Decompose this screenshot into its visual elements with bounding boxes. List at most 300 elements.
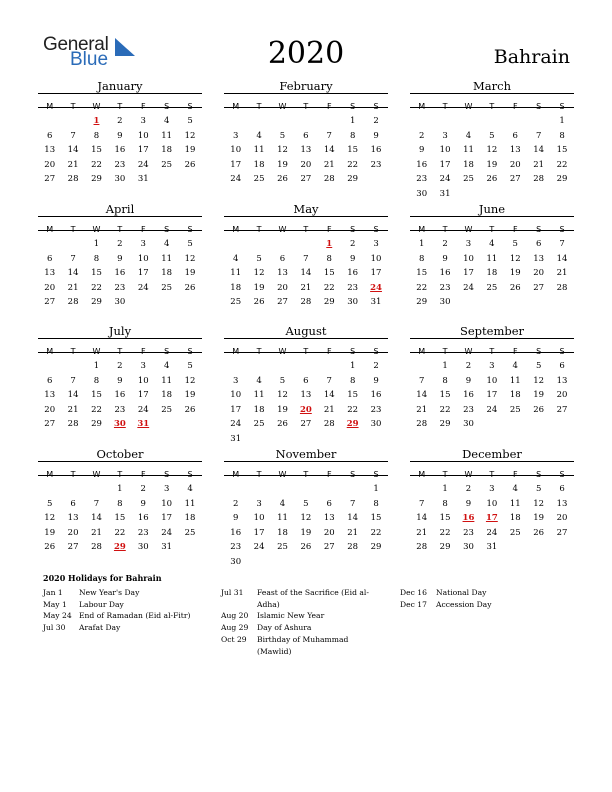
holiday-item	[221, 634, 381, 657]
empty-cell	[247, 432, 270, 447]
holiday-item	[43, 599, 213, 611]
holiday-column-1	[43, 587, 213, 634]
day-cell: 27	[323, 542, 335, 553]
day-grid	[38, 111, 202, 184]
day-cell: 23	[463, 404, 474, 415]
weekday-label: S	[536, 347, 542, 356]
day-cell: 5	[187, 361, 193, 371]
day-cell: 24	[230, 419, 242, 430]
weekday-label: W	[464, 225, 473, 234]
day-cell: 5	[187, 116, 193, 126]
week-row	[410, 494, 574, 509]
day-cell: 9	[140, 498, 146, 509]
day-cell: 23	[416, 174, 428, 185]
weekday-label: T	[70, 225, 76, 234]
day-cell: 11	[253, 390, 265, 401]
day-cell: 24	[463, 282, 474, 293]
day-cell: 26	[277, 419, 288, 430]
empty-cell	[132, 295, 155, 310]
holiday-item	[221, 622, 381, 634]
weekday-label: S	[373, 347, 379, 356]
holiday-day-cell: 24	[370, 282, 382, 293]
day-cell: 23	[114, 282, 126, 293]
week-row	[224, 552, 388, 567]
week-row	[410, 385, 574, 400]
month-october	[38, 447, 202, 552]
day-cell: 13	[67, 513, 79, 524]
day-cell: 8	[349, 375, 356, 386]
day-cell: 30	[463, 542, 474, 553]
holiday-name: Accession Day	[436, 599, 492, 609]
day-cell: 10	[486, 375, 498, 386]
day-cell: 4	[512, 484, 518, 494]
week-row	[410, 263, 574, 278]
day-cell: 14	[67, 268, 79, 279]
day-cell: 10	[137, 253, 149, 264]
day-cell: 6	[303, 130, 309, 141]
day-cell: 10	[137, 375, 149, 386]
weekday-label: W	[464, 470, 473, 479]
day-cell: 9	[117, 130, 123, 141]
day-cell: 3	[140, 361, 146, 371]
week-row	[224, 126, 388, 141]
day-cell: 30	[416, 188, 428, 199]
day-cell: 2	[140, 484, 146, 494]
week-row	[224, 479, 388, 494]
weekday-label: M	[232, 347, 240, 356]
weekday-header	[224, 216, 388, 234]
weekday-label: T	[256, 225, 262, 234]
day-cell: 20	[44, 282, 56, 293]
day-cell: 3	[373, 239, 379, 249]
day-cell: 24	[161, 527, 173, 538]
day-cell: 12	[253, 268, 265, 279]
day-cell: 27	[556, 404, 568, 415]
weekday-label: S	[350, 225, 356, 234]
day-cell: 25	[230, 297, 242, 308]
day-cell: 8	[93, 253, 100, 264]
day-cell: 17	[439, 159, 451, 170]
day-cell: 17	[253, 527, 265, 538]
holiday-date: Jul 31	[221, 588, 244, 597]
day-cell: 27	[44, 174, 56, 185]
month-march	[410, 79, 574, 199]
empty-cell	[178, 172, 201, 187]
month-title: March	[473, 79, 511, 93]
day-cell: 21	[416, 527, 428, 538]
week-row	[410, 249, 574, 264]
day-cell: 1	[349, 361, 356, 371]
day-grid	[224, 234, 388, 307]
day-cell: 15	[91, 268, 102, 279]
weekday-label: W	[464, 102, 473, 111]
weekday-label: M	[418, 470, 426, 479]
weekday-header	[38, 461, 202, 479]
day-cell: 7	[418, 498, 425, 509]
day-cell: 8	[418, 253, 425, 264]
month-december	[410, 447, 574, 552]
day-cell: 30	[230, 556, 242, 567]
day-cell: 28	[416, 542, 428, 553]
day-grid	[410, 356, 574, 429]
day-cell: 22	[439, 404, 451, 415]
day-cell: 17	[137, 145, 149, 156]
holiday-column-2	[221, 587, 381, 657]
week-row	[224, 155, 388, 170]
week-row	[410, 523, 574, 538]
day-cell: 20	[509, 159, 521, 170]
day-cell: 14	[416, 513, 428, 524]
day-cell: 18	[230, 282, 242, 293]
day-cell: 24	[439, 174, 451, 185]
day-cell: 10	[161, 498, 173, 509]
day-cell: 26	[509, 282, 521, 293]
weekday-label: S	[536, 225, 542, 234]
holiday-day-cell: 1	[326, 239, 333, 249]
day-cell: 19	[277, 404, 288, 415]
day-cell: 11	[230, 268, 242, 279]
day-cell: 9	[117, 253, 123, 264]
day-grid	[410, 111, 574, 199]
day-cell: 16	[463, 390, 474, 401]
day-grid	[38, 234, 202, 307]
weekday-label: F	[140, 225, 146, 234]
week-row	[410, 155, 574, 170]
weekday-label: S	[187, 347, 193, 356]
day-cell: 27	[533, 282, 545, 293]
day-cell: 21	[91, 527, 102, 538]
day-cell: 7	[418, 375, 425, 386]
empty-cell	[480, 187, 503, 202]
day-cell: 16	[439, 268, 451, 279]
day-cell: 21	[323, 404, 335, 415]
day-cell: 19	[184, 268, 196, 279]
day-cell: 21	[533, 159, 545, 170]
day-cell: 4	[256, 130, 262, 141]
day-cell: 13	[533, 253, 545, 264]
day-cell: 9	[232, 513, 239, 524]
day-cell: 13	[44, 390, 56, 401]
weekday-label: S	[164, 225, 170, 234]
month-title: June	[478, 202, 506, 216]
day-cell: 31	[370, 297, 382, 308]
brand-word-blue: Blue	[70, 49, 109, 70]
holiday-column-3	[400, 587, 570, 610]
day-cell: 24	[137, 159, 149, 170]
day-cell: 30	[439, 297, 451, 308]
day-cell: 18	[486, 268, 498, 279]
day-cell: 21	[300, 282, 312, 293]
day-cell: 29	[91, 174, 102, 185]
weekday-label: S	[373, 102, 379, 111]
week-row	[38, 479, 202, 494]
day-cell: 11	[161, 253, 173, 264]
holiday-name: New Year's Day	[79, 588, 140, 597]
day-cell: 10	[463, 253, 474, 264]
day-cell: 12	[509, 253, 521, 264]
day-cell: 17	[463, 268, 474, 279]
day-cell: 1	[93, 239, 100, 249]
week-row	[410, 292, 574, 307]
week-row	[224, 249, 388, 264]
day-cell: 2	[117, 239, 123, 249]
day-cell: 1	[559, 116, 565, 126]
month-february	[224, 79, 388, 184]
holiday-item	[221, 587, 381, 610]
month-title: August	[285, 324, 327, 338]
weekday-label: S	[164, 470, 170, 479]
empty-cell	[457, 295, 480, 310]
day-cell: 1	[442, 484, 448, 494]
week-row	[38, 537, 202, 552]
day-cell: 4	[256, 375, 262, 386]
day-cell: 10	[230, 390, 242, 401]
day-cell: 2	[117, 361, 123, 371]
day-cell: 20	[67, 527, 79, 538]
weekday-label: W	[278, 102, 287, 111]
day-cell: 10	[439, 145, 451, 156]
day-cell: 18	[161, 390, 173, 401]
day-grid	[38, 479, 202, 552]
week-row	[38, 400, 202, 415]
day-cell: 12	[277, 390, 288, 401]
holiday-name: Islamic New Year	[257, 611, 325, 621]
day-cell: 17	[230, 404, 242, 415]
month-title: October	[96, 447, 144, 461]
day-cell: 26	[184, 282, 196, 293]
day-cell: 24	[486, 404, 498, 415]
day-cell: 2	[349, 239, 356, 249]
day-cell: 18	[253, 159, 265, 170]
empty-cell	[550, 187, 573, 202]
week-row	[38, 249, 202, 264]
day-cell: 30	[347, 297, 359, 308]
brand-word-general: General	[43, 34, 109, 55]
weekday-label: M	[46, 347, 54, 356]
day-cell: 12	[184, 375, 196, 386]
weekday-label: S	[559, 347, 565, 356]
weekday-label: M	[232, 470, 240, 479]
holiday-date: Jan 1	[43, 588, 63, 597]
holiday-name: End of Ramadan (Eid al-Fitr)	[79, 611, 191, 621]
empty-cell	[527, 540, 550, 555]
weekday-label: T	[256, 470, 262, 479]
day-grid	[410, 479, 574, 552]
holiday-day-cell: 29	[346, 419, 359, 430]
day-cell: 4	[489, 239, 495, 249]
weekday-label: F	[512, 347, 518, 356]
weekday-label: T	[489, 347, 495, 356]
day-cell: 5	[535, 484, 542, 494]
day-cell: 28	[416, 419, 428, 430]
day-cell: 29	[91, 419, 102, 430]
day-cell: 25	[161, 404, 173, 415]
week-row	[224, 385, 388, 400]
year-title: 2020	[267, 36, 345, 71]
day-cell: 29	[370, 542, 382, 553]
day-cell: 21	[67, 282, 79, 293]
weekday-label: W	[278, 347, 287, 356]
day-cell: 19	[533, 513, 545, 524]
day-cell: 7	[535, 130, 542, 141]
day-cell: 15	[114, 513, 126, 524]
day-cell: 18	[509, 390, 521, 401]
day-cell: 16	[137, 513, 149, 524]
day-cell: 11	[463, 145, 474, 156]
day-cell: 14	[323, 390, 335, 401]
day-cell: 14	[67, 145, 79, 156]
weekday-header	[38, 338, 202, 356]
holiday-day-cell: 31	[137, 419, 150, 430]
week-row	[224, 169, 388, 184]
holiday-date: Oct 29	[221, 634, 247, 644]
day-cell: 3	[232, 375, 239, 386]
month-june	[410, 202, 574, 307]
day-cell: 15	[439, 513, 451, 524]
day-cell: 7	[326, 130, 332, 141]
day-cell: 6	[46, 130, 53, 141]
day-cell: 11	[486, 253, 498, 264]
day-cell: 2	[232, 498, 239, 509]
weekday-label: S	[187, 225, 193, 234]
weekday-label: S	[187, 102, 193, 111]
weekday-label: S	[350, 470, 356, 479]
week-row	[38, 371, 202, 386]
day-cell: 17	[230, 159, 242, 170]
empty-cell	[155, 417, 178, 432]
weekday-label: W	[92, 470, 101, 479]
weekday-label: T	[489, 225, 495, 234]
day-cell: 9	[349, 253, 356, 264]
week-row	[410, 537, 574, 552]
empty-cell	[480, 417, 503, 432]
day-cell: 12	[277, 145, 288, 156]
weekday-label: M	[418, 225, 426, 234]
week-row	[410, 400, 574, 415]
weekday-label: T	[442, 347, 448, 356]
day-cell: 9	[373, 375, 379, 386]
day-cell: 30	[114, 297, 126, 308]
month-title: February	[279, 79, 333, 93]
day-cell: 7	[70, 375, 76, 386]
week-row	[224, 111, 388, 126]
holiday-name: Arafat Day	[79, 623, 121, 633]
day-cell: 13	[277, 268, 288, 279]
empty-cell	[550, 295, 573, 310]
day-cell: 2	[418, 130, 425, 141]
day-cell: 6	[559, 484, 565, 494]
day-cell: 10	[137, 130, 149, 141]
weekday-label: S	[373, 470, 379, 479]
day-cell: 15	[91, 390, 102, 401]
day-cell: 9	[117, 375, 123, 386]
day-cell: 7	[303, 253, 309, 264]
day-cell: 3	[163, 484, 170, 494]
day-cell: 2	[465, 484, 472, 494]
day-cell: 5	[187, 239, 193, 249]
empty-cell	[294, 555, 317, 570]
day-cell: 25	[253, 419, 265, 430]
day-cell: 20	[44, 159, 56, 170]
empty-cell	[527, 295, 550, 310]
holiday-item	[43, 587, 213, 599]
day-cell: 5	[303, 498, 309, 509]
empty-cell	[527, 187, 550, 202]
weekday-label: F	[326, 347, 332, 356]
holiday-date: May 24	[43, 611, 72, 621]
day-cell: 20	[556, 513, 568, 524]
holiday-date: Aug 20	[221, 611, 249, 621]
day-cell: 5	[279, 130, 286, 141]
day-cell: 22	[323, 282, 335, 293]
week-row	[224, 494, 388, 509]
day-cell: 6	[512, 130, 518, 141]
weekday-label: M	[418, 347, 426, 356]
day-cell: 4	[465, 130, 472, 141]
day-cell: 4	[163, 361, 170, 371]
week-row	[224, 414, 388, 429]
empty-cell	[504, 295, 527, 310]
week-row	[224, 356, 388, 371]
week-row	[38, 140, 202, 155]
empty-cell	[318, 555, 341, 570]
day-cell: 22	[439, 527, 451, 538]
day-cell: 8	[559, 130, 565, 141]
weekday-header	[410, 93, 574, 111]
month-july	[38, 324, 202, 429]
holiday-date: Aug 29	[221, 623, 249, 633]
weekday-label: T	[303, 102, 309, 111]
day-cell: 27	[44, 297, 56, 308]
day-cell: 29	[91, 297, 102, 308]
day-cell: 23	[439, 282, 451, 293]
day-cell: 5	[279, 375, 286, 386]
day-cell: 28	[300, 297, 312, 308]
week-row	[410, 169, 574, 184]
day-cell: 5	[512, 239, 518, 249]
weekday-label: F	[512, 102, 518, 111]
holiday-day-cell: 30	[113, 419, 126, 430]
day-cell: 26	[533, 527, 545, 538]
holiday-date: Dec 16	[400, 588, 427, 597]
weekday-label: S	[559, 225, 565, 234]
day-cell: 13	[44, 268, 56, 279]
week-row	[410, 184, 574, 199]
week-row	[224, 140, 388, 155]
day-cell: 7	[326, 375, 332, 386]
day-cell: 31	[439, 188, 451, 199]
day-cell: 7	[93, 498, 100, 509]
day-cell: 19	[277, 159, 288, 170]
day-cell: 24	[230, 174, 242, 185]
holiday-item	[43, 622, 213, 634]
day-cell: 6	[326, 498, 332, 509]
day-cell: 19	[486, 159, 498, 170]
day-grid	[224, 479, 388, 567]
day-cell: 9	[373, 130, 379, 141]
day-grid	[224, 356, 388, 444]
weekday-label: W	[278, 470, 287, 479]
day-cell: 6	[46, 253, 53, 264]
day-cell: 16	[230, 527, 242, 538]
day-cell: 13	[556, 498, 568, 509]
day-cell: 8	[93, 130, 100, 141]
day-cell: 14	[323, 145, 335, 156]
week-row	[38, 126, 202, 141]
holidays-section	[43, 573, 583, 656]
day-cell: 29	[347, 174, 359, 185]
day-cell: 17	[370, 268, 382, 279]
